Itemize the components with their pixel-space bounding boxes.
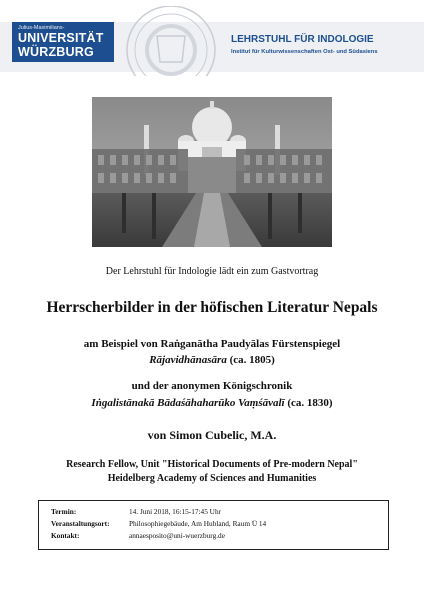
contact-email-link[interactable]: annaesposito@uni-wuerzburg.de bbox=[129, 531, 225, 540]
speaker-affiliation-1: Research Fellow, Unit "Historical Documents of Pre-modern Nepal" bbox=[66, 459, 358, 470]
chair-block bbox=[231, 34, 411, 58]
date-value: 14. Juni 2018, 16:15-17:45 Uhr bbox=[129, 507, 222, 516]
taj-mahal-photo bbox=[92, 97, 332, 247]
university-name-line2: WÜRZBURG bbox=[18, 45, 94, 59]
subtitle-line-1: am Beispiel von Raṅganātha Paudyālas Fürstenspiegel bbox=[83, 338, 341, 350]
date-label: Termin: bbox=[51, 507, 77, 516]
subtitle-2-work-title: Rājavidhānasāra bbox=[149, 354, 227, 366]
subtitle-line-2 bbox=[0, 354, 424, 366]
speaker-affiliation-2: Heidelberg Academy of Sciences and Humanities bbox=[107, 473, 317, 484]
chair-subtitle: Institut für Kulturwissenschaften Ost- und Südasiens bbox=[231, 49, 378, 55]
venue-value: Philosophiegebäude, Am Hubland, Raum Ü 14 bbox=[129, 519, 267, 528]
university-seal-watermark bbox=[112, 6, 230, 76]
university-name-line1: UNIVERSITÄT bbox=[18, 31, 104, 45]
subtitle-4-date: (ca. 1830) bbox=[284, 397, 333, 409]
university-small-text: Julius-Maximilians- bbox=[18, 25, 65, 31]
invitation-line: Der Lehrstuhl für Indologie lädt ein zum Gastvortrag bbox=[105, 266, 319, 277]
event-details-box bbox=[38, 500, 389, 550]
speaker-name: von Simon Cubelic, M.A. bbox=[147, 428, 277, 442]
subtitle-line-4 bbox=[0, 397, 424, 409]
lecture-title: Herrscherbilder in der höfischen Literatur Nepals bbox=[46, 299, 378, 316]
letterhead bbox=[0, 0, 424, 80]
contact-label: Kontakt: bbox=[51, 531, 80, 540]
venue-label: Veranstaltungsort: bbox=[51, 519, 110, 528]
subtitle-4-work-title: Iṅgalistānakā Bādaśāhaharūko Vaṃśāvalī bbox=[91, 397, 285, 409]
subtitle-line-3: und der anonymen Königschronik bbox=[131, 380, 293, 392]
university-logo[interactable] bbox=[12, 22, 114, 62]
chair-title: LEHRSTUHL FÜR INDOLOGIE bbox=[231, 34, 374, 45]
subtitle-2-date: (ca. 1805) bbox=[226, 354, 275, 366]
